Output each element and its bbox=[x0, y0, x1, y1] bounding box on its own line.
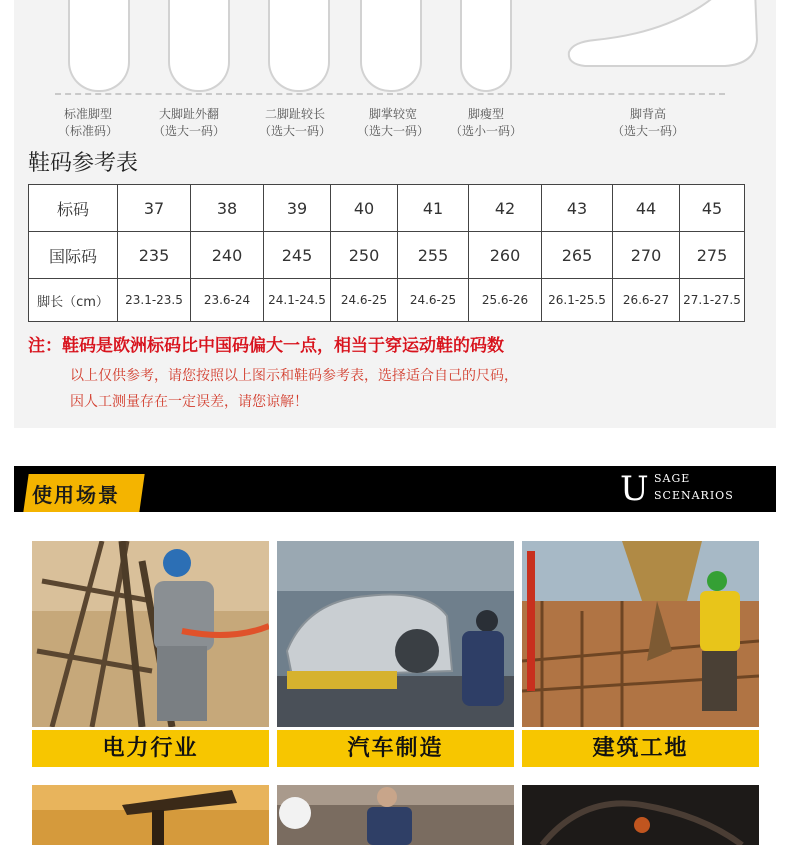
size-chart-title: 鞋码参考表 bbox=[28, 151, 139, 176]
banner-title: 使用场景 bbox=[32, 483, 120, 507]
table-cell: 240 bbox=[191, 232, 264, 279]
table-cell: 27.1-27.5 bbox=[680, 279, 745, 322]
table-cell: 24.6-25 bbox=[331, 279, 398, 322]
scene-steel-mill bbox=[522, 785, 759, 845]
foot-long-toe-icon bbox=[268, 0, 330, 92]
foot-thin-icon bbox=[460, 0, 512, 92]
table-cell: 38 bbox=[191, 185, 264, 232]
table-cell: 24.6-25 bbox=[398, 279, 469, 322]
scene-label-construction: 建筑工地 bbox=[522, 730, 759, 767]
table-cell: 275 bbox=[680, 232, 745, 279]
banner-en-line1: SAGE bbox=[654, 472, 691, 485]
table-row bbox=[29, 232, 745, 279]
oilfield-photo bbox=[32, 785, 269, 845]
scene-oilfield bbox=[32, 785, 269, 845]
table-cell: 43 bbox=[542, 185, 613, 232]
table-cell: 265 bbox=[542, 232, 613, 279]
table-cell: 37 bbox=[118, 185, 191, 232]
size-note-main: 注：鞋码是欧洲标码比中国码偏大一点，相当于穿运动鞋的码数 bbox=[28, 336, 504, 356]
foot-label-high-instep: 脚背高 （选大一码） bbox=[611, 107, 684, 138]
foot-illustrations bbox=[40, 0, 740, 100]
row-header: 国际码 bbox=[29, 232, 118, 279]
row-header: 标码 bbox=[29, 185, 118, 232]
foot-high-instep-icon bbox=[565, 0, 765, 72]
table-cell: 26.1-25.5 bbox=[542, 279, 613, 322]
table-cell: 235 bbox=[118, 232, 191, 279]
table-row bbox=[29, 279, 745, 322]
workshop-photo bbox=[277, 785, 514, 845]
foot-label-long-toe: 二脚趾较长 （选大一码） bbox=[258, 107, 331, 138]
table-cell: 26.6-27 bbox=[613, 279, 680, 322]
table-cell: 23.1-23.5 bbox=[118, 279, 191, 322]
table-cell: 260 bbox=[469, 232, 542, 279]
foot-wide-icon bbox=[360, 0, 422, 92]
scene-auto-manufacturing bbox=[277, 541, 514, 771]
row-header: 脚长（cm） bbox=[29, 279, 118, 322]
scene-construction-site bbox=[522, 541, 759, 771]
table-cell: 40 bbox=[331, 185, 398, 232]
table-cell: 245 bbox=[264, 232, 331, 279]
table-cell: 25.6-26 bbox=[469, 279, 542, 322]
table-cell: 45 bbox=[680, 185, 745, 232]
auto-factory-photo bbox=[277, 541, 514, 727]
size-note-line2: 因人工测量存在一定误差，请您谅解！ bbox=[70, 394, 308, 410]
table-cell: 39 bbox=[264, 185, 331, 232]
foot-label-wide: 脚掌较宽 （选大一码） bbox=[356, 107, 429, 138]
banner-en-initial: U bbox=[620, 469, 649, 509]
steel-mill-photo bbox=[522, 785, 759, 845]
foot-label-standard: 标准脚型 （标准码） bbox=[57, 107, 118, 138]
foot-standard-icon bbox=[68, 0, 130, 92]
construction-site-photo bbox=[522, 541, 759, 727]
table-cell: 41 bbox=[398, 185, 469, 232]
table-cell: 42 bbox=[469, 185, 542, 232]
foot-label-thin: 脚瘦型 （选小一码） bbox=[449, 107, 522, 138]
scene-label-auto: 汽车制造 bbox=[277, 730, 514, 767]
table-row bbox=[29, 185, 745, 232]
table-cell: 250 bbox=[331, 232, 398, 279]
size-chart-table bbox=[28, 184, 745, 322]
table-cell: 23.6-24 bbox=[191, 279, 264, 322]
power-worker-photo bbox=[32, 541, 269, 727]
table-cell: 44 bbox=[613, 185, 680, 232]
scene-power-industry bbox=[32, 541, 269, 771]
banner-en-line2: SCENARIOS bbox=[654, 489, 734, 502]
table-cell: 270 bbox=[613, 232, 680, 279]
foot-label-bunion: 大脚趾外翻 （选大一码） bbox=[152, 107, 225, 138]
table-cell: 255 bbox=[398, 232, 469, 279]
scene-workshop bbox=[277, 785, 514, 845]
table-cell: 24.1-24.5 bbox=[264, 279, 331, 322]
scene-label-power: 电力行业 bbox=[32, 730, 269, 767]
divider-line bbox=[55, 93, 725, 95]
foot-bunion-icon bbox=[168, 0, 230, 92]
size-note-line1: 以上仅供参考，请您按照以上图示和鞋码参考表，选择适合自己的尺码， bbox=[70, 368, 518, 384]
